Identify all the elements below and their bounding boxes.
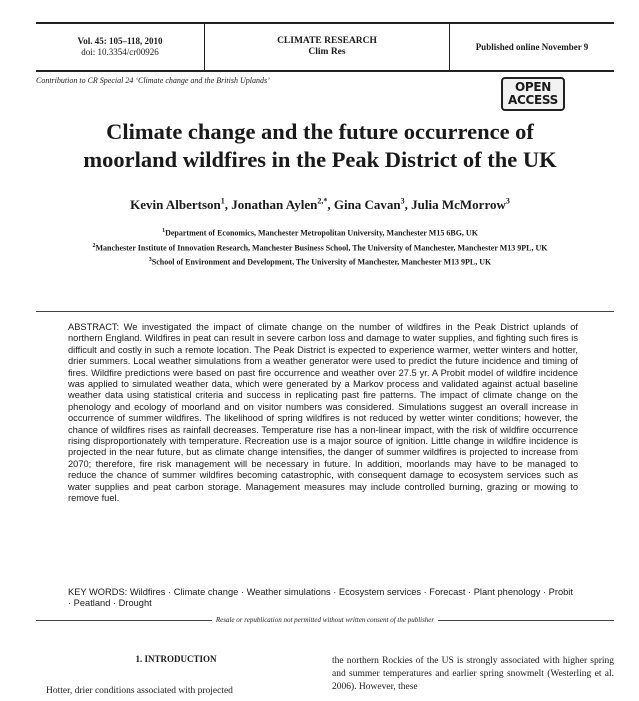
divider bbox=[36, 620, 212, 621]
body-column-left bbox=[36, 685, 308, 698]
open-access-line2: ACCESS bbox=[507, 93, 559, 107]
author-list bbox=[30, 197, 610, 213]
affiliation: $^2$Manchester Institute of Innovation Research, Manchester Business School, The University of Manchester, Manchester M13 9PL, UK bbox=[92, 242, 548, 253]
abstract bbox=[68, 322, 578, 505]
resale-notice bbox=[36, 616, 614, 624]
body-text: the northern Rockies of the US is strongly associated with higher spring and summer temperatures and earlier spring snowmelt (Westerling et al. 2006). However, these bbox=[332, 656, 614, 692]
abstract-text: ABSTRACT: We investigated the impact of climate change on the number of wildfires in the Peak District uplands of northern England. Wildfires in peat can result in severe carbon loss and damage to water supplies, and fighting such fires is difficult and costly in such a remote location. The Peak District is expected to experience warmer, wetter winters and hotter, drier summers. Local weather simulations from a weather generator were used to predict the future incidence and timing of fires. Wildfire predictions were based on past fire occurrence and weather over 27.5 yr. A Probit model of wildfire incidence was applied to simulated weather data, which were generated by a Markov process and validated against actual baseline weather data using statistical criteria and success in replicating past fire patterns. The impact of climate change on the phenology and ecology of moorland and on visitor numbers was considered. Simulations suggest an overall increase in occurrence of summer wildfires. The likelihood of spring wildfires is not reduced by wetter winter conditions; however, the chance of wildfires rises as rainfall decreases. Temperature rise has a non-linear impact, with the risk of wildfire occurrence rising disproportionately with temperature. Recreation use is a major source of ignition. Little change in wildfire incidence is projected in the near future, but as climate change intensifies, the danger of summer wildfires is projected to increase from 2070; therefore, fire risk management will be necessary in future. In addition, moorlands may have to be managed to reduce the chance of summer wildfires becoming catastrophic, with consequent damage to ecosystem services such as water supplies and peat carbon storage. Management measures may include controlled burning, grazing or mowing to remove fuel. bbox=[68, 322, 578, 504]
affiliations bbox=[40, 226, 600, 270]
resale-text: Resale or republication not permitted without written consent of the publisher bbox=[215, 616, 435, 624]
author: Julia McMorrow$^3$ bbox=[411, 197, 510, 213]
open-access-badge bbox=[501, 77, 565, 111]
title-line-2: moorland wildfires in the Peak District of the UK bbox=[83, 147, 557, 172]
divider bbox=[438, 620, 614, 621]
title-line-1: Climate change and the future occurrence of bbox=[106, 119, 534, 144]
journal-name: CLIMATE RESEARCH bbox=[277, 36, 377, 46]
citation-cell bbox=[36, 24, 205, 70]
body-text: Hotter, drier conditions associated with projected bbox=[46, 686, 233, 696]
body-column-right bbox=[332, 655, 614, 694]
article-title bbox=[30, 118, 610, 174]
divider bbox=[36, 311, 614, 312]
section-heading: 1. INTRODUCTION bbox=[135, 654, 217, 664]
volume-info: Vol. 45: 105–118, 2010 bbox=[77, 36, 163, 46]
author: Gina Cavan$^3$, bbox=[333, 197, 412, 213]
author: Kevin Albertson$^1$, bbox=[130, 197, 232, 213]
affiliation: $^3$School of Environment and Development, The University of Manchester, Manchester M13 9PL, UK bbox=[148, 257, 492, 267]
journal-abbrev: Clim Res bbox=[308, 47, 346, 57]
doi[interactable]: doi: 10.3354/cr00926 bbox=[81, 47, 159, 57]
journal-name-cell bbox=[205, 24, 450, 70]
affiliation: $^1$Department of Economics, Manchester Metropolitan University, Manchester M15 6BG, UK bbox=[162, 228, 478, 238]
keywords: KEY WORDS: Wildfires · Climate change · Weather simulations · Ecosystem services · Forecast · Plant phenology · Probit · Peatland · Drought bbox=[68, 587, 573, 609]
journal-header bbox=[36, 22, 614, 72]
open-access-line1: OPEN bbox=[514, 80, 552, 94]
published-date: Published online November 9 bbox=[475, 41, 589, 52]
author: Jonathan Aylen$^{2,*}$, bbox=[231, 197, 334, 213]
contribution-note: Contribution to CR Special 24 ‘Climate change and the British Uplands’ bbox=[36, 76, 270, 85]
